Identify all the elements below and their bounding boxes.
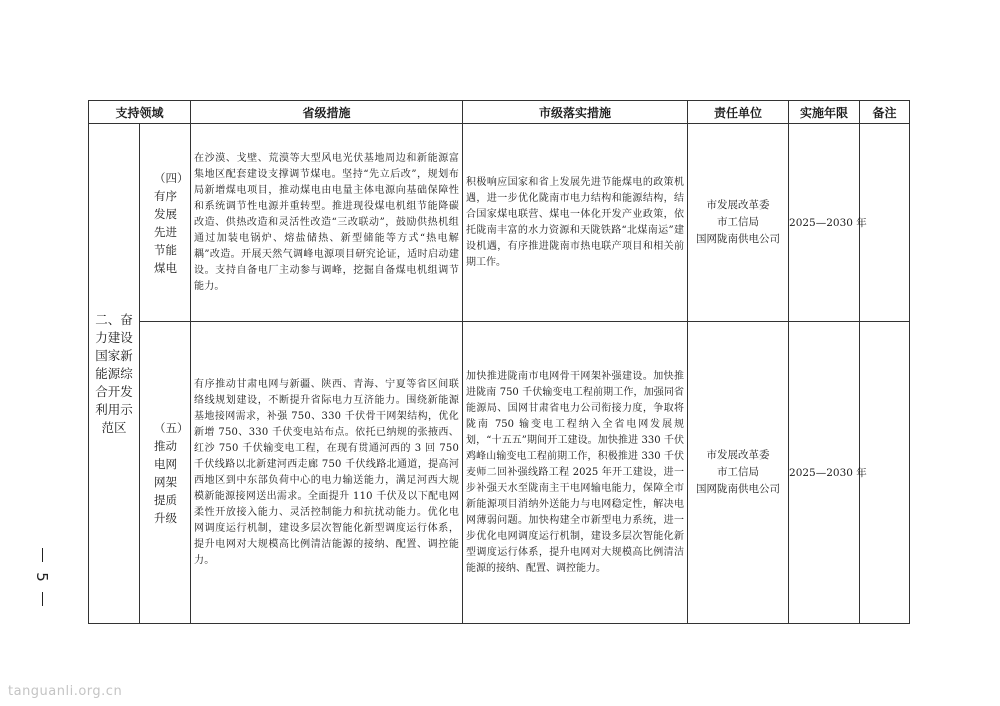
header-years: 实施年限	[789, 101, 860, 124]
provincial-cell: 有序推动甘肃电网与新疆、陕西、青海、宁夏等省区间联络线规划建设，不断提升省际电力互济能力。围绕新能源基地接网需求，补强 750、330 千伏骨干网架结构，优化新增 750、330 千伏变电站布点。依托已纳规的张掖西、红沙 750 千伏输变电工程，在现有贯通河西的 3 回 750 千伏线路以北新建河西走廊 750 千伏线路北通道，提高河西地区到中东部负荷中心的电力输送能力，满足河西大规模新能源接网送出需求。全面提升 110 千伏及以下配电网柔性开放接入能力、灵活控制能力和抗扰动能力。优化电网调度运行机制，建设多层次智能化新型调度运行体系，提升电网对大规模高比例清洁能源的接纳、配置、调控能力。	[191, 322, 463, 624]
responsible-cell	[688, 124, 789, 322]
provincial-cell: 在沙漠、戈壁、荒漠等大型风电光伏基地周边和新能源富集地区配套建设支撑调节煤电。坚持“先立后改”，规划布局新增煤电项目，推动煤电由电量主体电源向基础保障性和系统调节性电源并重转型。推进现役煤电机组节能降碳改造、供热改造和灵活性改造“三改联动”，鼓励供热机组通过加装电锅炉、熔盐储热、新型储能等方式“热电解耦”改造。开展天然气调峰电源项目研究论证，适时启动建设。支持自备电厂主动参与调峰，挖掘自备煤电机组调节能力。	[191, 124, 463, 322]
header-remarks: 备注	[860, 101, 910, 124]
years-cell: 2025—2030 年	[789, 322, 860, 624]
header-provincial: 省级措施	[191, 101, 463, 124]
watermark: tanguanli.org.cn	[8, 684, 123, 699]
sub-area-cell: （五）推动电网网架提质升级	[140, 322, 191, 624]
municipal-cell: 加快推进陇南市电网骨干网架补强建设。加快推进陇南 750 千伏输变电工程前期工作，加强同省能源局、国网甘肃省电力公司衔接力度，争取将陇南 750 输变电工程纳入全省电网发展规划，“十五五”期间开工建设。加快推进 330 千伏鸡峰山输变电工程前期工作，积极推进 330 千伏麦师二回补强线路工程 2025 年开工建设，进一步补强天水至陇南主干电网输电能力，保障全市新能源项目消纳外送能力与电网稳定性，解决电网薄弱问题。加快构建全市新型电力系统，进一步优化电网调度运行机制，建设多层次智能化新型调度运行体系，提升电网对大规模高比例清洁能源的接纳、配置、调控能力。	[463, 322, 688, 624]
measures-table	[88, 100, 910, 624]
remarks-cell	[860, 322, 910, 624]
responsible-unit: 市工信局	[717, 216, 760, 228]
years-cell: 2025—2030 年	[789, 124, 860, 322]
area-cell: 二、奋力建设国家新能源综合开发利用示范区	[89, 124, 140, 624]
page-number	[27, 548, 57, 618]
remarks-cell	[860, 124, 910, 322]
municipal-cell: 积极响应国家和省上发展先进节能煤电的政策机遇，进一步优化陇南市电力结构和能源结构，结合国家煤电联营、煤电一体化开发产业政策，依托陇南丰富的水力资源和天陇铁路“北煤南运”建设机遇，有序推进陇南市热电联产项目和相关前期工作。	[463, 124, 688, 322]
header-municipal: 市级落实措施	[463, 101, 688, 124]
sub-area-cell: （四）有序发展先进节能煤电	[140, 124, 191, 322]
page-number-dash	[42, 548, 43, 562]
table-row	[89, 322, 910, 624]
responsible-cell	[688, 322, 789, 624]
responsible-unit: 国网陇南供电公司	[696, 233, 781, 245]
page-number-text: 5	[32, 572, 51, 582]
responsible-unit: 市发展改革委	[706, 449, 770, 461]
responsible-unit: 市工信局	[717, 466, 760, 478]
header-area: 支持领域	[89, 101, 191, 124]
responsible-unit: 市发展改革委	[706, 199, 770, 211]
table-row	[89, 124, 910, 322]
responsible-unit: 国网陇南供电公司	[696, 483, 781, 495]
header-row	[89, 101, 910, 124]
header-responsible: 责任单位	[688, 101, 789, 124]
page-number-dash	[42, 592, 43, 606]
